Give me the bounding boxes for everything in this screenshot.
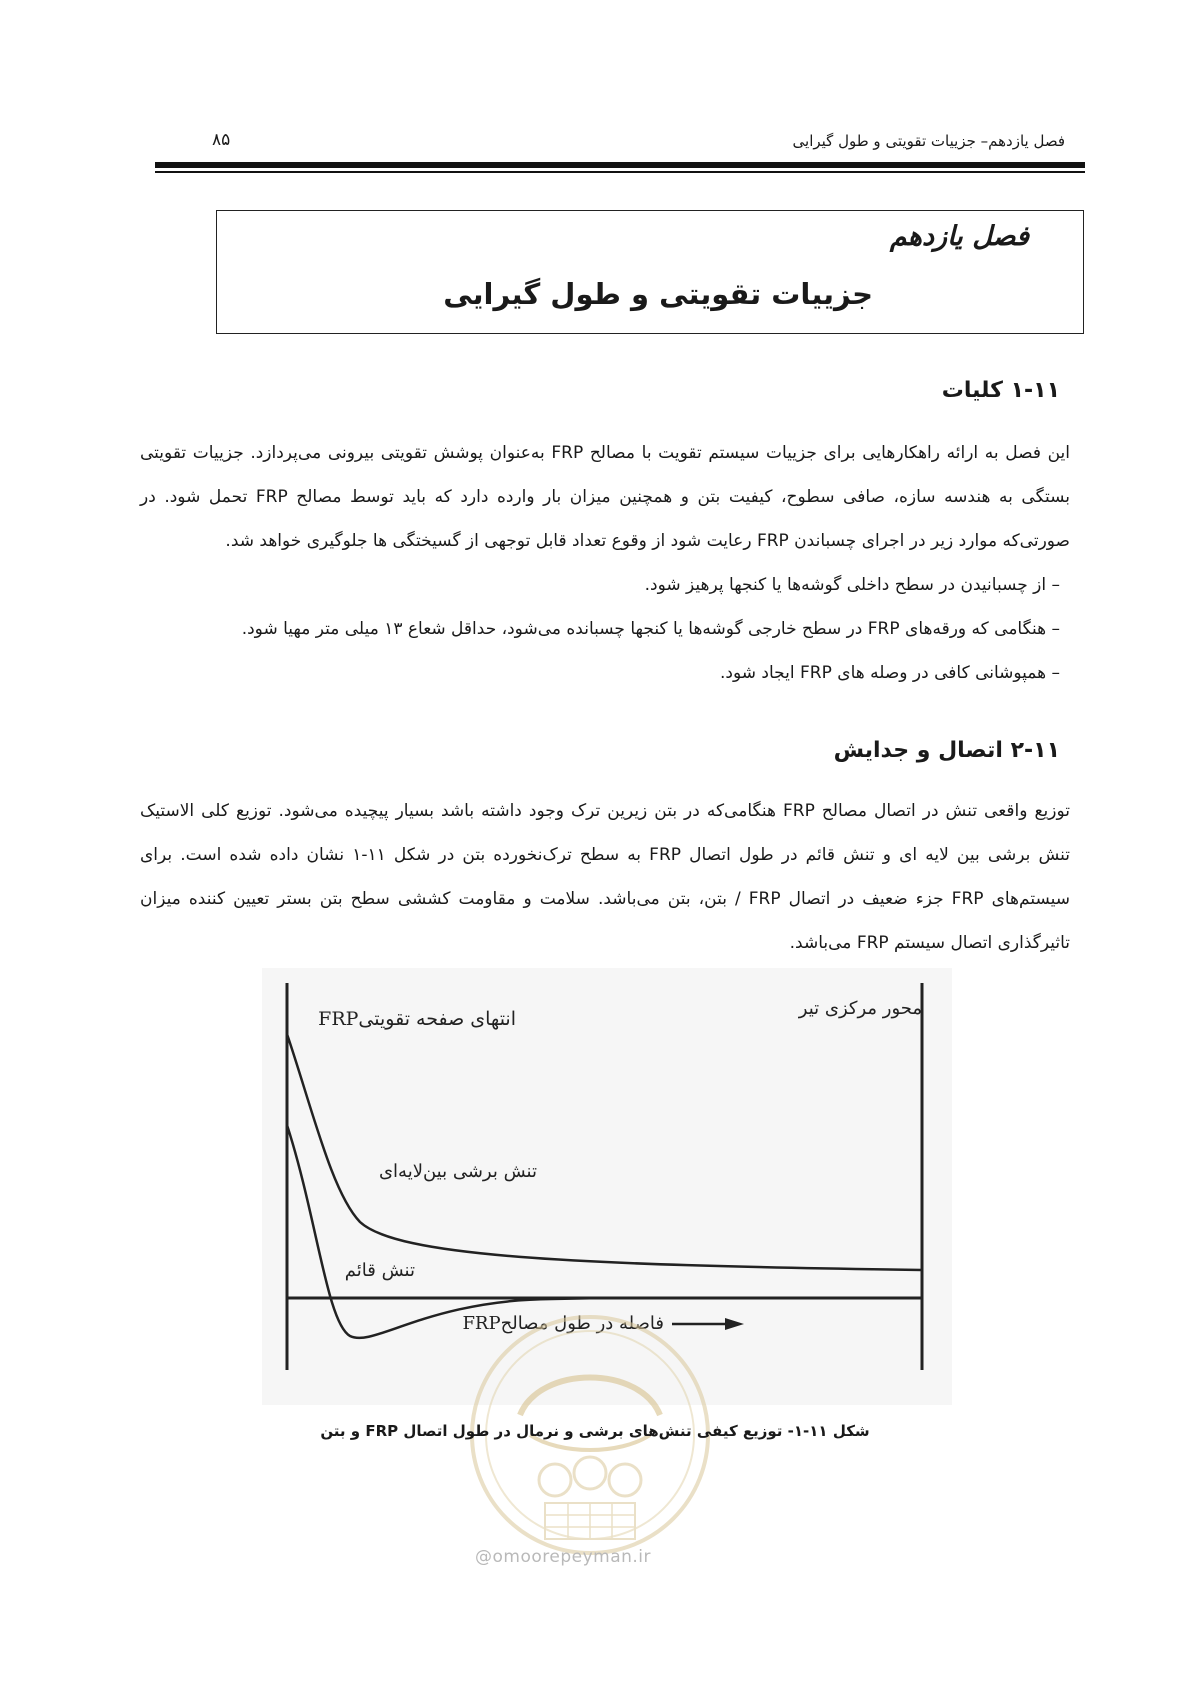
section-general-paragraph: این فصل به ارائه راهکارهایی برای جزییات سیستم تقویت با مصالح FRP به‌عنوان پوشش تقویتی بیرونی می‌پردازد. جزییات تقویتی بستگی به هندسه سازه، صافی سطوح، کیفیت بتن و همچنین میزان بار وارده دارد که باید توسط مصالح FRP تحمل شود. در صورتی‌که موارد زیر در اجرای چسباندن FRP رعایت شود از وقوع تعداد قابل توجهی از گسیختگی ها جلوگیری خواهد شد. (140, 443, 1070, 551)
label-plate-end: انتهای صفحه تقویتیFRP (318, 1008, 516, 1030)
section-bond-paragraph: توزیع واقعی تنش در اتصال مصالح FRP هنگامی‌که در بتن زیرین ترک وجود داشته باشد بسیار پیچیده می‌شود. توزیع کلی الاستیک تنش برشی بین لایه ای و تنش قائم در طول اتصال FRP به سطح ترک‌نخورده بتن در شکل ۱۱-۱ نشان داده شده است. برای سیستم‌های FRP جزء ضعیف در اتصال FRP / بتن، بتن می‌باشد. سلامت و مقاومت کششی سطح بتن بستر تعیین کننده میزان تاثیرگذاری اتصال سیستم FRP می‌باشد. (140, 801, 1071, 953)
label-distance-along-frp: فاصله در طول مصالحFRP (462, 1313, 664, 1334)
running-header-chapter: فصل یازدهم– جزییات تقویتی و طول گیرایی (792, 132, 1065, 150)
watermark-site-text: @omoorepeyman.ir (475, 1547, 652, 1567)
page-number: ۸۵ (212, 130, 231, 150)
header-rule-thick (155, 162, 1085, 168)
section-heading-general: ۱-۱۱ کلیات (941, 378, 1060, 403)
chapter-label: فصل یازدهم (889, 221, 1029, 252)
chapter-title-box (216, 210, 1084, 334)
recommendations-list (150, 563, 1060, 695)
label-beam-axis: محور مرکزی تیر (798, 998, 922, 1019)
list-item: – هنگامی که ورقه‌های FRP در سطح خارجی گوشه‌ها یا کنجها چسبانده می‌شود، حداقل شعاع ۱۳ میلی متر مهیا شود. (241, 619, 1060, 639)
list-item: – همپوشانی کافی در وصله های FRP ایجاد شود. (720, 663, 1060, 683)
label-shear-stress: تنش برشی بین‌لایه‌ای (378, 1161, 537, 1182)
list-item: – از چسبانیدن در سطح داخلی گوشه‌ها یا کنجها پرهیز شود. (644, 575, 1060, 595)
label-normal-stress: تنش قائم (344, 1260, 415, 1281)
figure-caption: شکل ۱۱-۱- توزیع کیفی تنش‌های برشی و نرمال در طول اتصال FRP و بتن (320, 1422, 870, 1440)
section-heading-bond: ۲-۱۱ اتصال و جدایش (833, 738, 1060, 763)
header-rule-thin (155, 171, 1085, 173)
chapter-title: جزییات تقویتی و طول گیرایی (443, 277, 873, 311)
